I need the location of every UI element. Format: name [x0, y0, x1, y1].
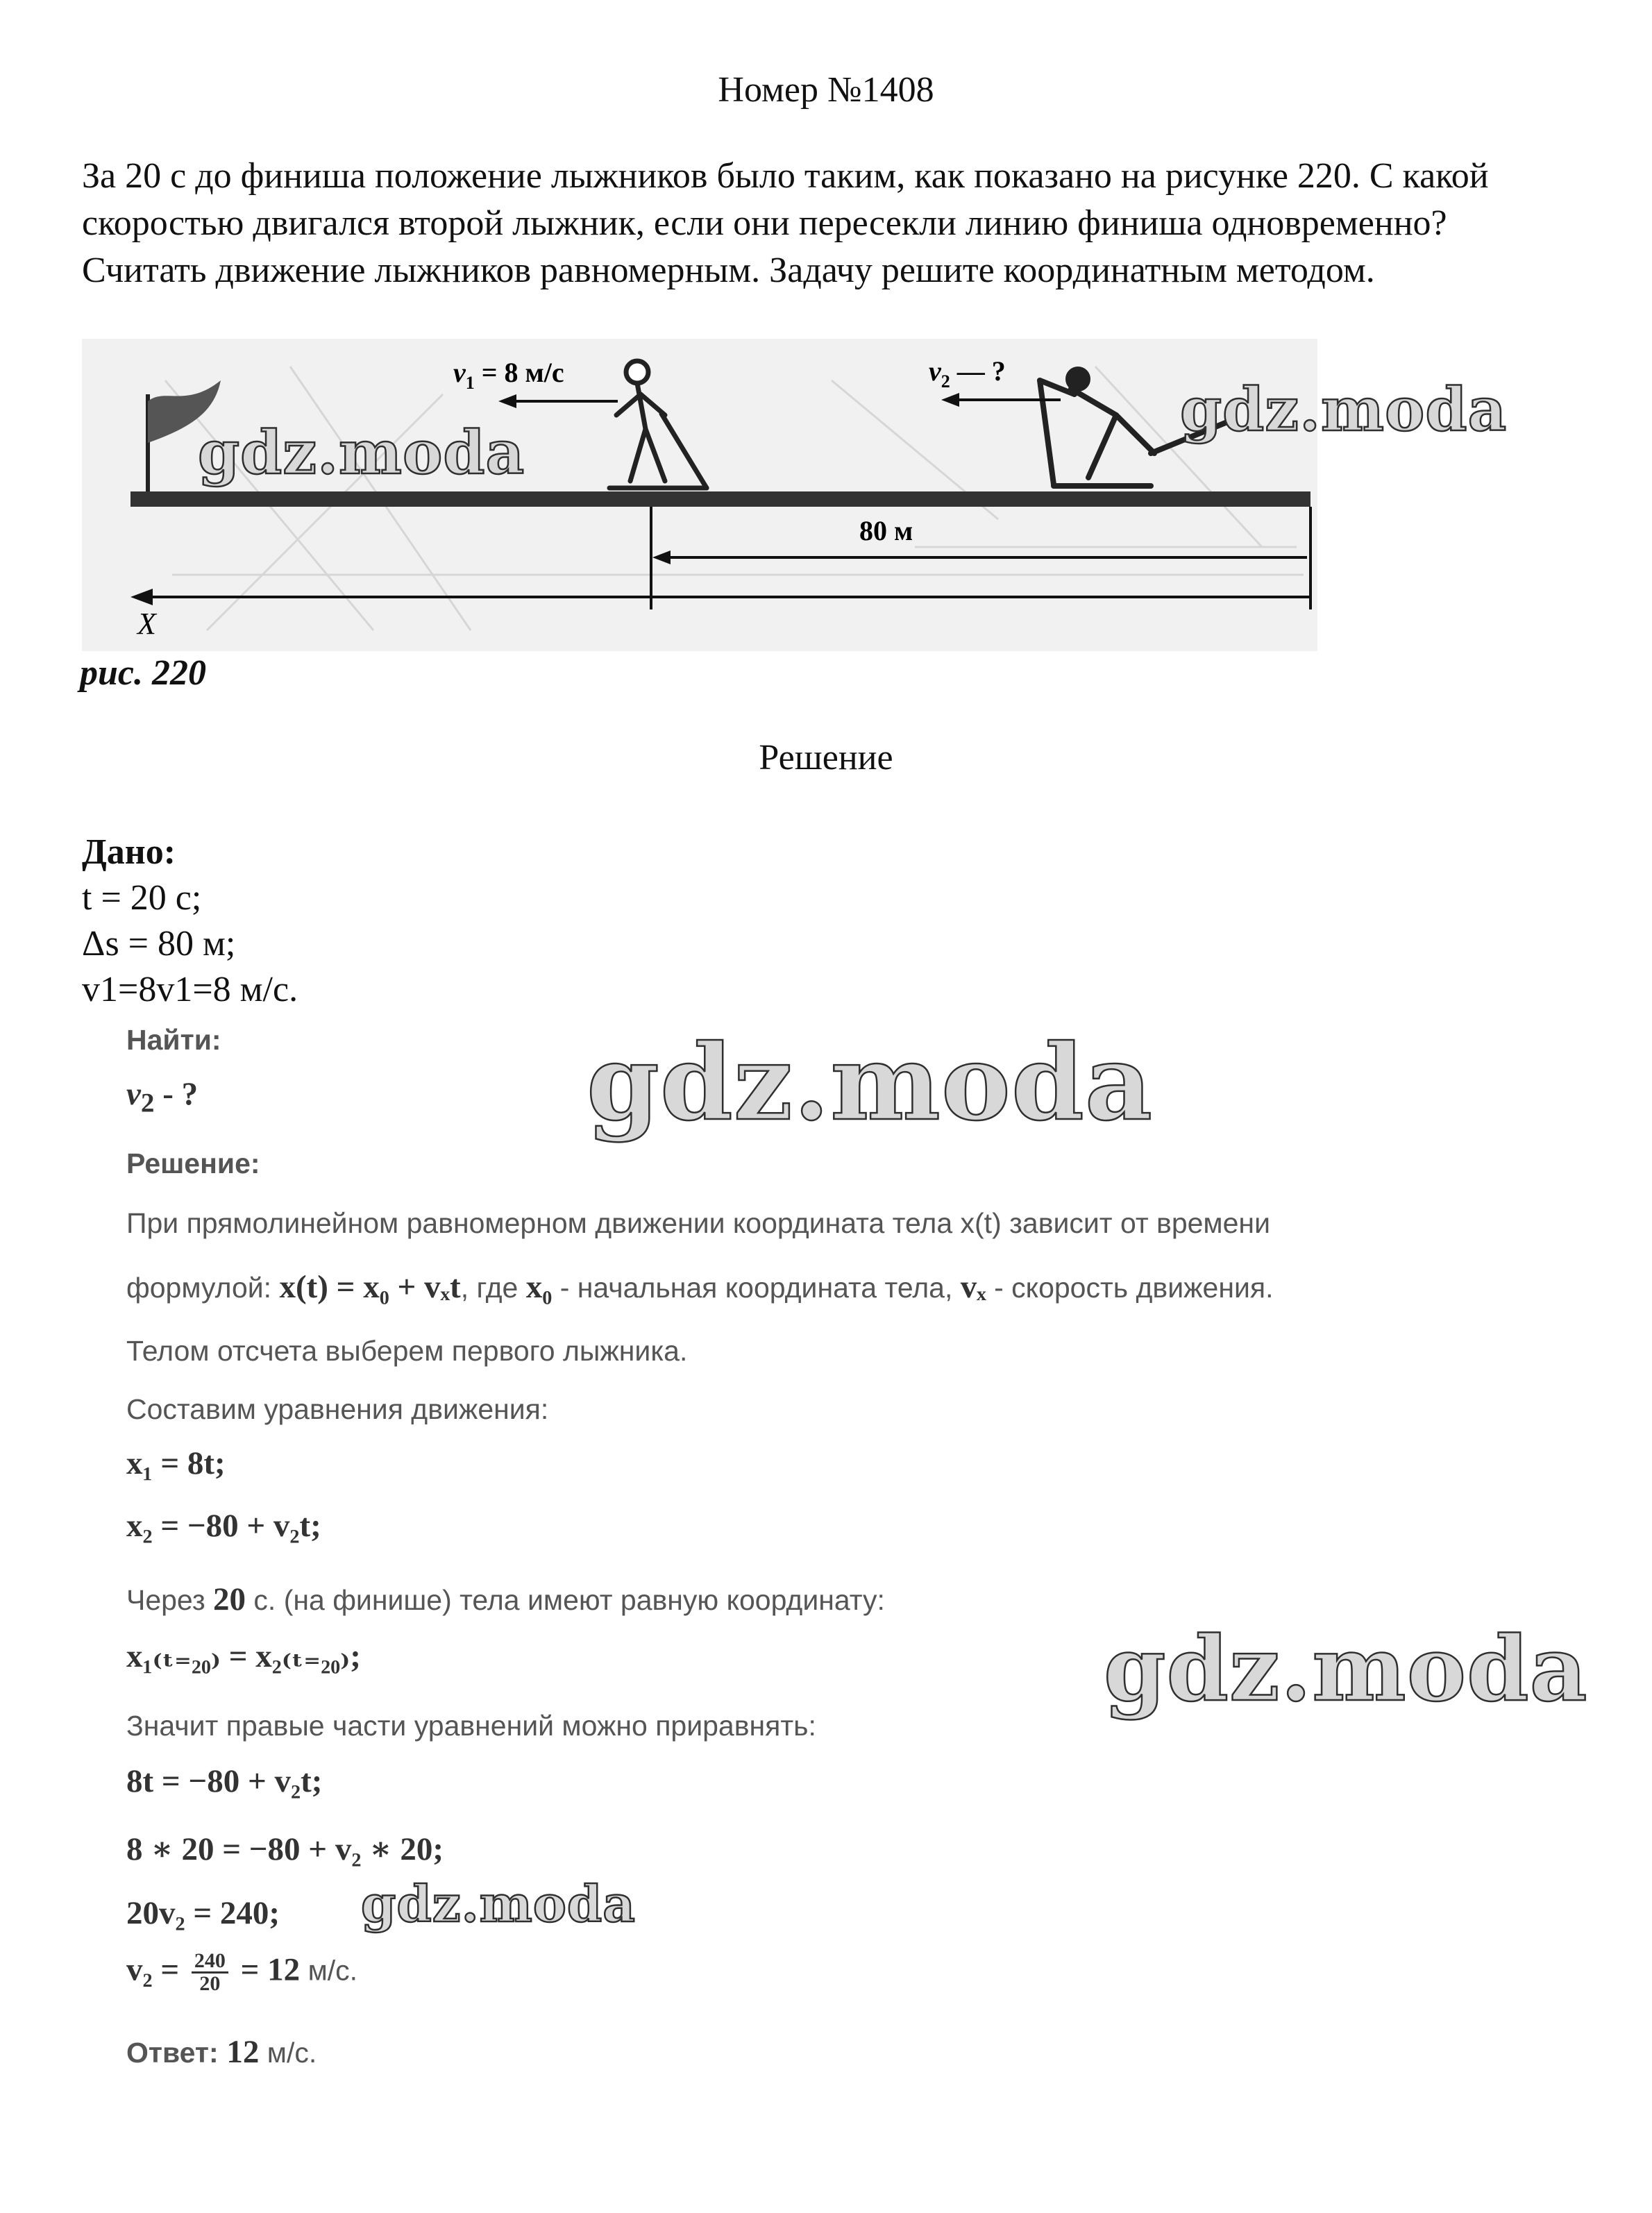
distance-label: 80 м [859, 515, 913, 546]
given-heading: Дано: [82, 832, 176, 872]
equation: x₂ = −80 + v₂t; [126, 1508, 321, 1544]
v1-label: $v_1 = 8$ м/с [453, 357, 564, 393]
problem-text: За 20 с до финиша положение лыжников было таким, как показано на рисунке 220. С какой скоростью двигался второй лыжник, если они пересекли линию финиша одновременно? Считать движение лыжников равномерным. Задачу решите координатным методом. [82, 156, 1489, 290]
equation: x₁ = 8t; [126, 1445, 226, 1481]
figure-svg [82, 339, 1317, 651]
equation-fraction: v₂ = $\frac{240}{20}$ = 12 м/с. [126, 1949, 358, 1995]
equation: 8t = −80 + v₂t; [126, 1763, 323, 1799]
find-variable: $v_2$ - ? [126, 1076, 199, 1118]
x-axis-label: X [137, 607, 156, 641]
watermark: gdz.moda [1180, 375, 1508, 445]
figure-caption: рис. 220 [80, 653, 206, 693]
solution-line: Телом отсчета выберем первого лыжника. [126, 1335, 688, 1367]
given-line: Δs = 80 м; [82, 924, 236, 964]
equation: x₁₍ₜ₌₂₀₎ = x₂₍ₜ₌₂₀₎; [126, 1638, 361, 1674]
solution-heading: Решение: [126, 1147, 260, 1179]
solution-line: При прямолинейном равномерном движении координата тела x(t) зависит от времени [126, 1207, 1270, 1239]
find-heading: Найти: [126, 1024, 221, 1056]
page-title: Номер №1408 [718, 70, 934, 110]
equation: 20v₂ = 240; [126, 1895, 280, 1931]
watermark: gdz.moda [198, 418, 525, 488]
snow-ground [130, 491, 1310, 507]
v2-label: $v_2$ — ? [929, 355, 1006, 392]
given-line: t = 20 с; [82, 878, 202, 918]
given-block [82, 830, 298, 1013]
watermark: gdz.moda [1104, 1617, 1588, 1722]
solution-line: Составим уравнения движения: [126, 1393, 549, 1425]
watermark: gdz.moda [361, 1874, 636, 1933]
solution-line-formula: формулой: x(t) = x₀ + vₓt, где x₀ - начальная координата тела, vₓ - скорость движения. [126, 1269, 1274, 1305]
solution-line: Значит правые части уравнений можно приравнять: [126, 1710, 816, 1742]
equation: 8 ∗ 20 = −80 + v₂ ∗ 20; [126, 1831, 444, 1867]
given-line: v1=8v1=8 м/с. [82, 970, 298, 1009]
figure-220 [82, 339, 1317, 651]
answer-line: Ответ: 12 м/с. [126, 2034, 317, 2070]
watermark: gdz.moda [587, 1022, 1154, 1144]
section-title: Решение [759, 738, 893, 777]
solution-line: Через 20 с. (на финише) тела имеют равную координату: [126, 1581, 885, 1617]
